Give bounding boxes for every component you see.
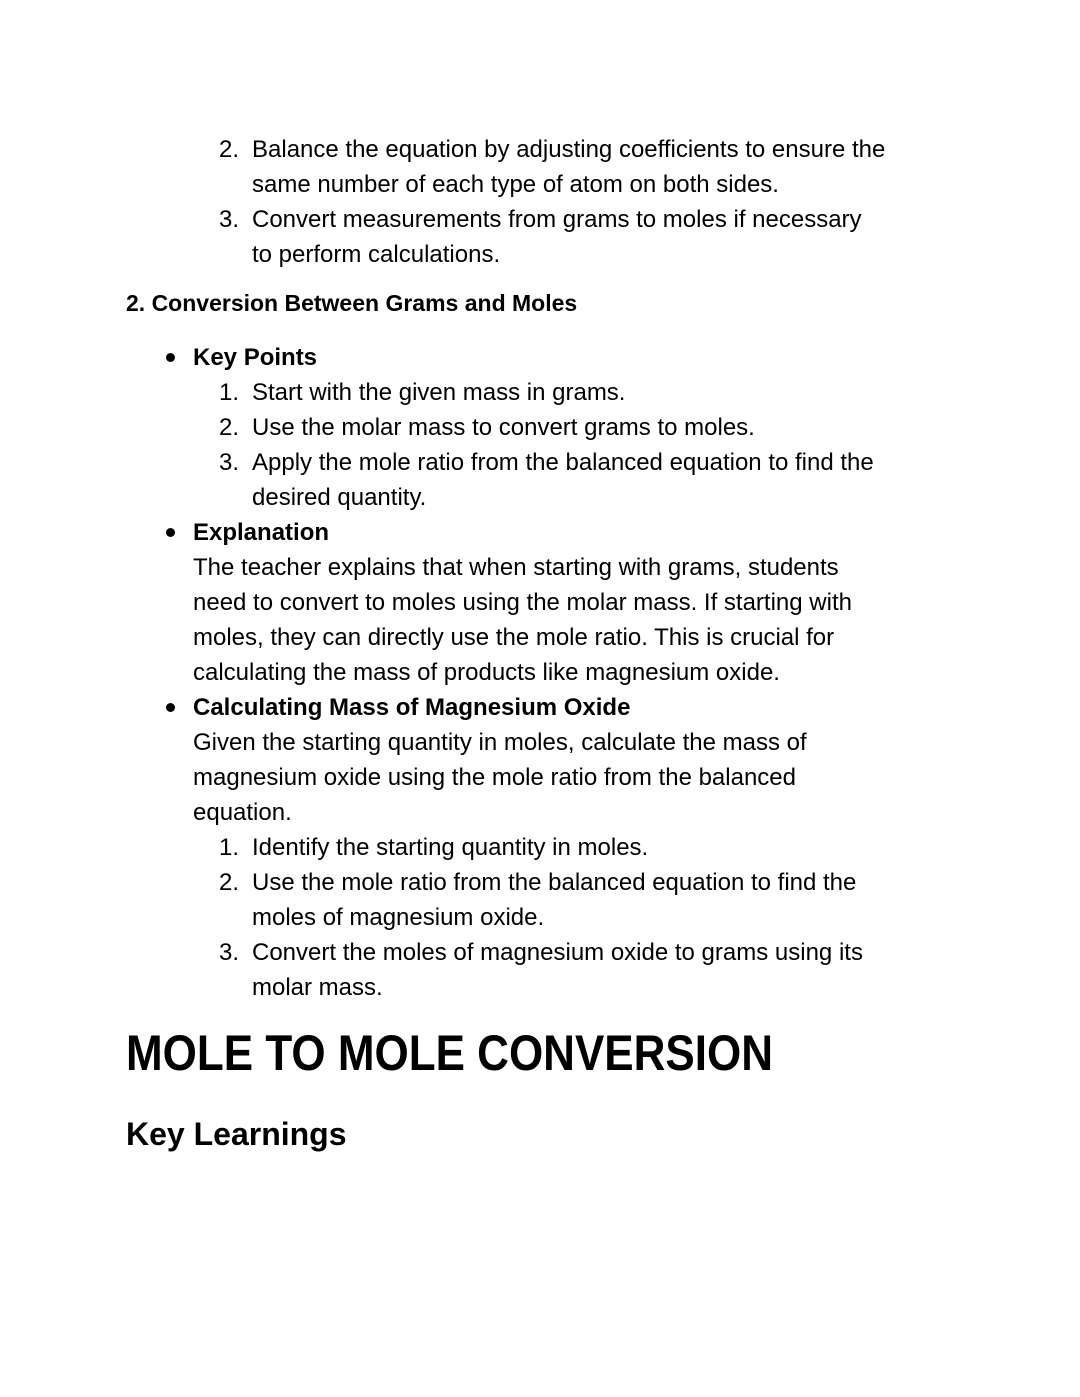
- text-line: Use the molar mass to convert grams to moles.: [252, 414, 755, 441]
- list-item-text: [252, 202, 862, 272]
- text-line: Balance the equation by adjusting coefficients to ensure the: [252, 136, 886, 163]
- list-number-label: 2.: [219, 136, 240, 163]
- list-number-label: 1.: [219, 834, 240, 861]
- text-line: Start with the given mass in grams.: [252, 379, 626, 406]
- numbered-list-item: [219, 202, 962, 272]
- list-number-label: 1.: [219, 379, 240, 406]
- document-title: MOLE TO MOLE CONVERSION: [126, 1025, 774, 1081]
- text-line: Identify the starting quantity in moles.: [252, 834, 649, 861]
- text-line: Use the mole ratio from the balanced equation to find the: [252, 869, 857, 896]
- bullet-icon: [166, 353, 175, 362]
- numbered-list-item: [219, 375, 962, 410]
- text-line: to perform calculations.: [252, 241, 501, 268]
- list-item-text: [252, 830, 648, 865]
- text-line: The teacher explains that when starting with grams, students: [193, 554, 839, 581]
- list-number-label: 2.: [219, 869, 240, 896]
- numbered-list-item: [219, 935, 962, 1005]
- text-line: equation.: [193, 799, 292, 826]
- bulleted-list-item: [166, 515, 962, 550]
- text-line: moles, they can directly use the mole ratio. This is crucial for: [193, 624, 835, 651]
- paragraph: [193, 725, 962, 830]
- list-item-text: [252, 410, 755, 445]
- text-line: moles of magnesium oxide.: [252, 904, 545, 931]
- text-line: magnesium oxide using the mole ratio from the balanced: [193, 764, 796, 791]
- bullet-icon: [166, 528, 175, 537]
- numbered-list-item: [219, 410, 962, 445]
- text-line: Convert measurements from grams to moles if necessary: [252, 206, 862, 233]
- subsection-heading: Key Learnings: [126, 1116, 347, 1152]
- list-number-label: 3.: [219, 206, 240, 233]
- list-number-label: 3.: [219, 939, 240, 966]
- bullet-cell: [166, 340, 193, 375]
- list-number-label: 2.: [219, 414, 240, 441]
- text-line: Convert the moles of magnesium oxide to grams using its: [252, 939, 863, 966]
- text-line: Given the starting quantity in moles, calculate the mass of: [193, 729, 807, 756]
- bullet-icon: [166, 703, 175, 712]
- numbered-list-item: [219, 132, 962, 202]
- bullet-item-title: Calculating Mass of Magnesium Oxide: [193, 694, 631, 721]
- list-item-text: [252, 375, 625, 410]
- list-item-text: [252, 132, 885, 202]
- paragraph: [193, 550, 962, 690]
- numbered-list-item: [219, 830, 962, 865]
- bulleted-list-item: [166, 690, 962, 725]
- text-line: Apply the mole ratio from the balanced equation to find the: [252, 449, 874, 476]
- text-line: desired quantity.: [252, 484, 427, 511]
- list-item-text: [252, 865, 856, 935]
- numbered-list-item: [219, 445, 962, 515]
- text-line: need to convert to moles using the molar mass. If starting with: [193, 589, 852, 616]
- bullet-item-title: Explanation: [193, 519, 330, 546]
- bullet-cell: [166, 690, 193, 725]
- section-heading: 2. Conversion Between Grams and Moles: [126, 290, 578, 316]
- bullet-cell: [166, 515, 193, 550]
- numbered-list-item: [219, 865, 962, 935]
- text-line: same number of each type of atom on both sides.: [252, 171, 779, 198]
- list-item-text: [252, 445, 874, 515]
- text-line: molar mass.: [252, 974, 383, 1001]
- bullet-item-title: Key Points: [193, 344, 318, 371]
- text-line: calculating the mass of products like magnesium oxide.: [193, 659, 780, 686]
- list-item-text: [252, 935, 863, 1005]
- list-number-label: 3.: [219, 449, 240, 476]
- bulleted-list-item: [166, 340, 962, 375]
